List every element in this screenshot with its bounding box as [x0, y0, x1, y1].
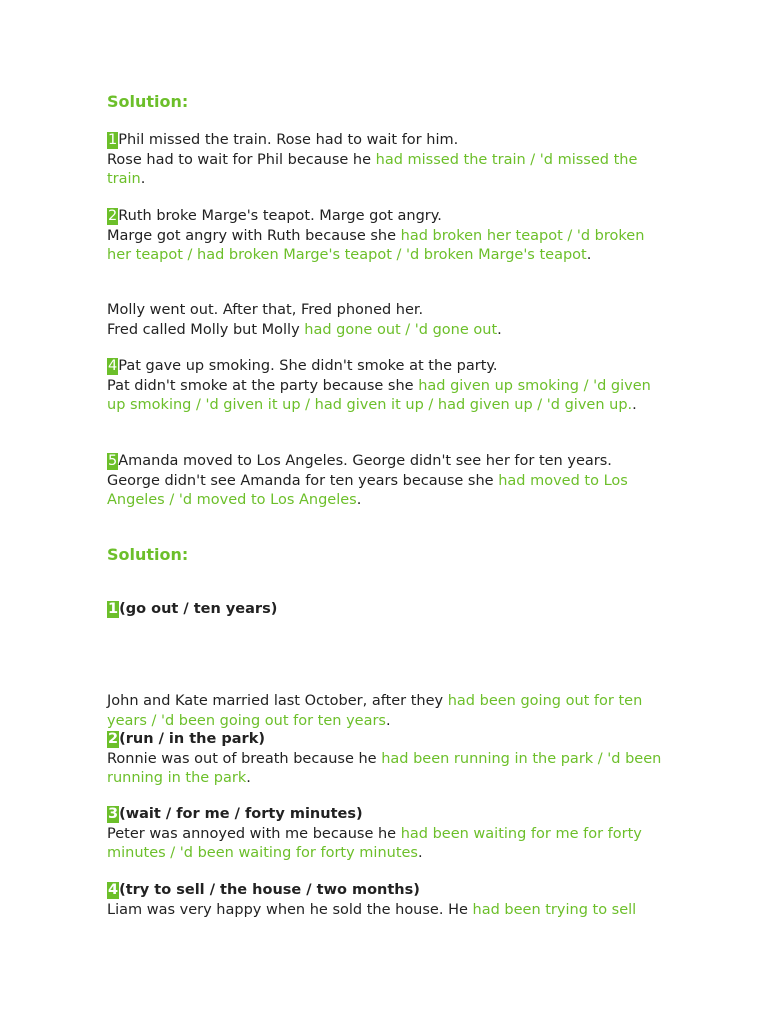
- exercise2-item-3: [107, 805, 667, 864]
- answer-line: [107, 227, 667, 266]
- exercise-item-1: [107, 131, 667, 190]
- answer-text: had moved to Los Angeles / 'd moved to Los Angeles: [107, 472, 628, 508]
- question-text: Ruth broke Marge's teapot. Marge got angry.: [118, 208, 442, 224]
- prompt-line: [107, 805, 667, 825]
- answer-line: [107, 472, 667, 511]
- exercise-item-3: [107, 301, 667, 340]
- question-line: [107, 301, 667, 321]
- section2-heading: Solution:: [107, 545, 189, 564]
- sentence-lead: George didn't see Amanda for ten years because she: [107, 472, 499, 489]
- item-number-badge: 1: [108, 601, 119, 617]
- item-number-badge: 4: [108, 882, 119, 898]
- exercise2-item-4: [107, 881, 667, 920]
- question-text: Molly went out. After that, Fred phoned her.: [107, 302, 424, 318]
- answer-text: had been going out for ten years / 'd been going out for ten years: [107, 693, 643, 729]
- question-text: Pat gave up smoking. She didn't smoke at the party.: [118, 358, 498, 374]
- item-number-badge: 2: [108, 208, 118, 224]
- item-number-badge: 3: [108, 806, 119, 822]
- sentence-trail: .: [140, 171, 146, 187]
- item-number-badge: 4: [108, 358, 118, 374]
- answer-text: had gone out / 'd gone out: [304, 321, 498, 338]
- answer-line: [107, 825, 667, 864]
- prompt-text: (try to sell / the house / two months): [119, 882, 420, 898]
- exercise2-prompt-1: [107, 600, 667, 620]
- question-text: Amanda moved to Los Angeles. George didn't see her for ten years.: [118, 453, 612, 469]
- answer-text: had missed the train / 'd missed the train: [107, 151, 638, 187]
- answer-line: [107, 151, 667, 190]
- sentence-trail: .: [356, 492, 362, 508]
- answer-text: had been trying to sell: [472, 901, 637, 918]
- sentence-lead: John and Kate married last October, after they: [107, 693, 448, 709]
- sentence-trail: .: [497, 321, 502, 338]
- answer-text: had given up smoking / 'd given up smoking / 'd given it up / had given it up / had given up / 'd given up.: [107, 377, 651, 413]
- prompt-line: [107, 730, 667, 750]
- exercise2-answer-1: [107, 692, 667, 731]
- answer-text: had been waiting for me for forty minutes / 'd been waiting for forty minutes: [107, 825, 642, 861]
- item-number-badge: 1: [108, 132, 118, 148]
- question-line: [107, 207, 667, 227]
- section1-heading: Solution:: [107, 92, 189, 111]
- exercise2-item-2: [107, 730, 667, 789]
- sentence-trail: .: [586, 247, 592, 263]
- sentence-trail: .: [632, 397, 637, 413]
- prompt-line: [107, 881, 667, 901]
- exercise-item-4: [107, 357, 667, 416]
- answer-line: [107, 321, 667, 341]
- sentence-trail: .: [246, 770, 251, 786]
- sentence-lead: Fred called Molly but Molly: [107, 321, 305, 338]
- answer-line: [107, 750, 667, 789]
- answer-line: [107, 901, 667, 921]
- sentence-trail: .: [418, 845, 423, 861]
- prompt-text: (run / in the park): [119, 731, 265, 747]
- item-number-badge: 2: [108, 731, 119, 747]
- prompt-text: (go out / ten years): [119, 601, 278, 617]
- sentence-lead: Rose had to wait for Phil because he: [107, 151, 376, 168]
- prompt-text: (wait / for me / forty minutes): [119, 806, 363, 822]
- sentence-lead: Ronnie was out of breath because he: [107, 750, 382, 767]
- question-line: [107, 452, 667, 472]
- sentence-lead: Marge got angry with Ruth because she: [107, 227, 401, 244]
- prompt-line: [107, 600, 667, 620]
- answer-text: had been running in the park / 'd been running in the park: [107, 750, 662, 786]
- answer-line: [107, 692, 667, 731]
- answer-text: had broken her teapot / 'd broken her teapot / had broken Marge's teapot / 'd broken Marge's teapot: [107, 227, 645, 263]
- question-line: [107, 131, 667, 151]
- answer-line: [107, 377, 667, 416]
- sentence-lead: Peter was annoyed with me because he: [107, 825, 401, 842]
- question-line: [107, 357, 667, 377]
- exercise-item-2: [107, 207, 667, 266]
- sentence-lead: Liam was very happy when he sold the house. He: [107, 901, 473, 918]
- item-number-badge: 5: [108, 453, 118, 469]
- sentence-lead: Pat didn't smoke at the party because she: [107, 377, 419, 394]
- question-text: Phil missed the train. Rose had to wait for him.: [118, 132, 459, 148]
- exercise-item-5: [107, 452, 667, 511]
- sentence-trail: .: [385, 712, 391, 729]
